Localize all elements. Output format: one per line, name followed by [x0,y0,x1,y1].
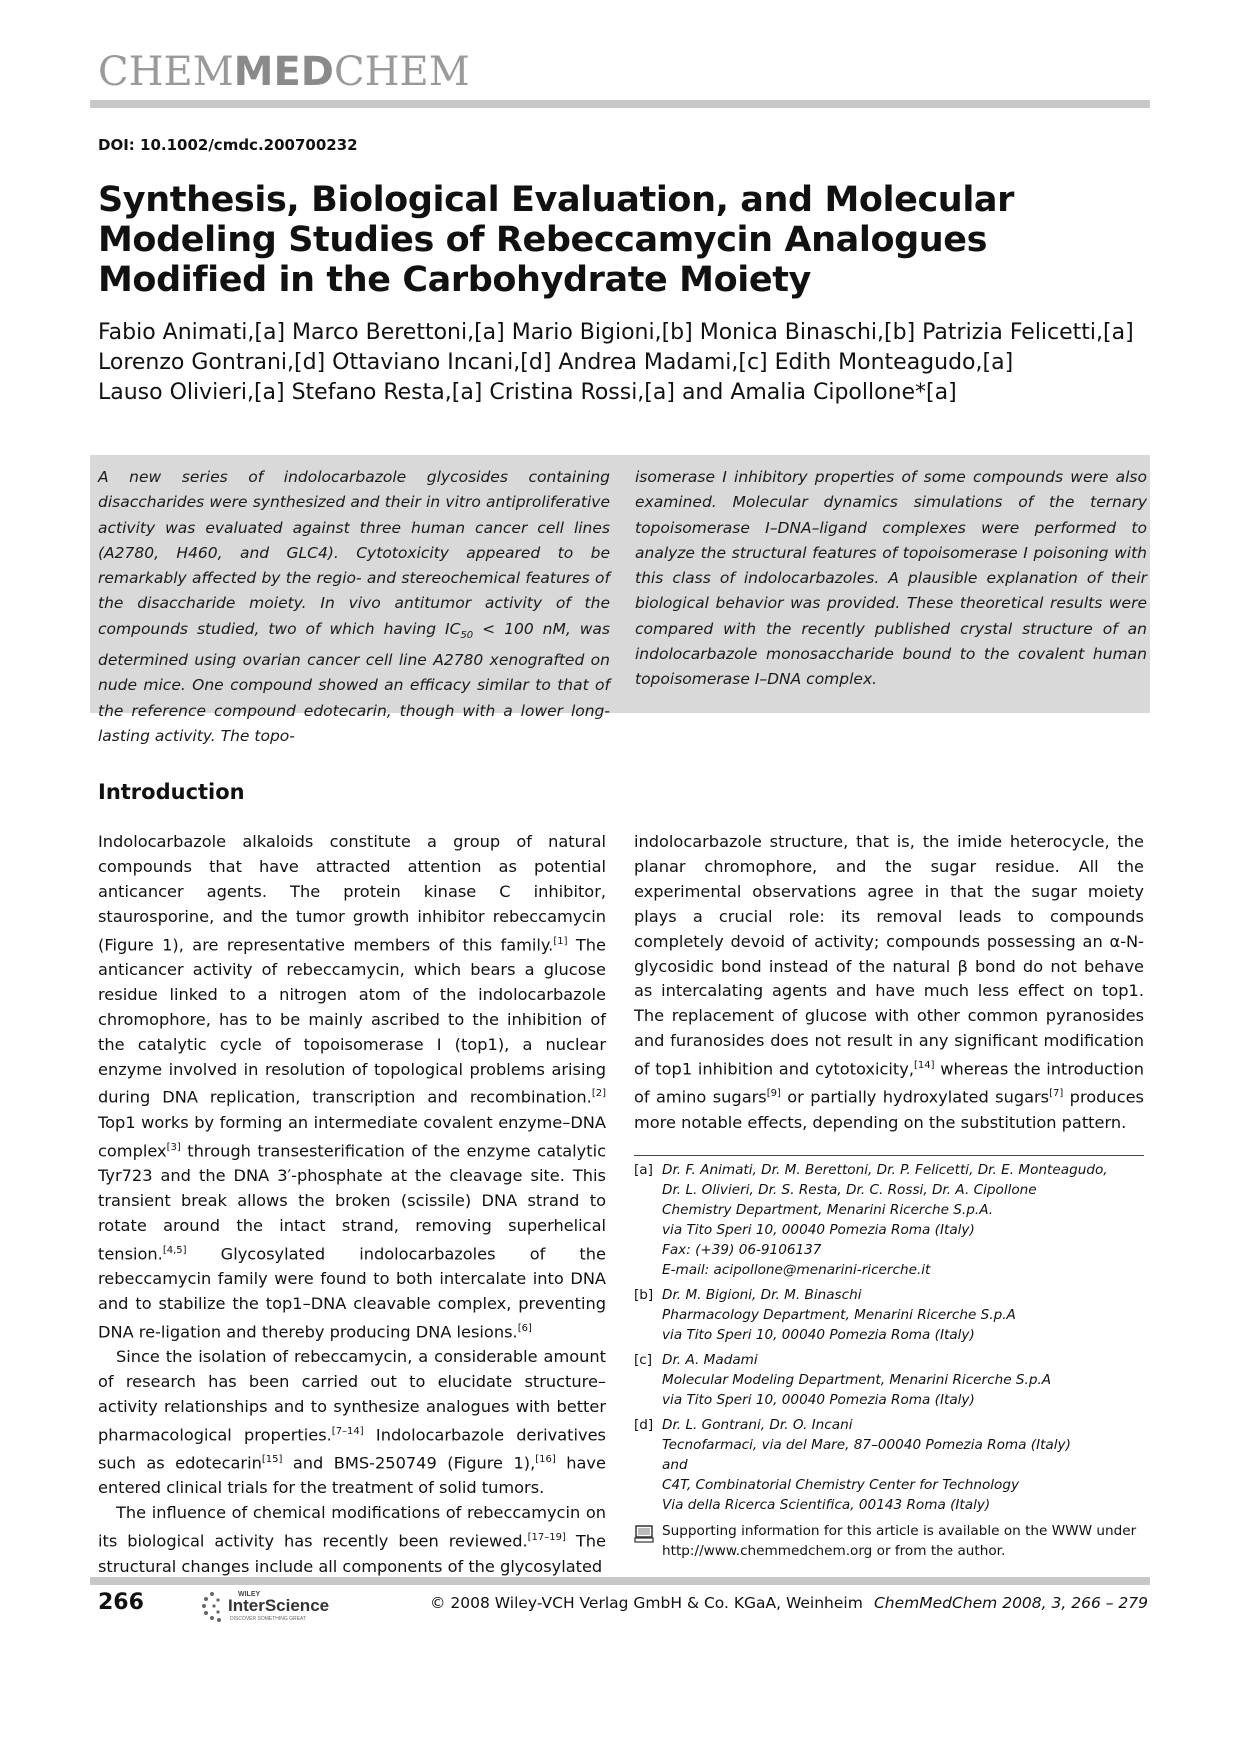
journal-citation: ChemMedChem 2008, 3, 266 – 279 [873,1594,1148,1612]
citation-ref: [14] [913,1060,935,1072]
citation-ref: [4,5] [162,1244,187,1256]
footer-rule [90,1577,1150,1585]
svg-text:InterScience: InterScience [228,1596,330,1615]
journal-name-part2: MED [233,49,334,95]
footnote-c: [c] Dr. A. Madami Molecular Modeling Department, Menarini Ricerche S.p.A via Tito Speri 10, 00040 Pomezia Roma (Italy) [634,1352,1052,1408]
paragraph: The influence of chemical modifications of rebeccamycin on its biological activity has recently been reviewed.[17–19] The structural changes include all components of the glycosylated [98,1503,606,1576]
citation-ref: [3] [166,1141,181,1153]
wiley-interscience-logo [200,1586,375,1624]
citation-ref: [1] [553,935,568,947]
author-line: Lauso Olivieri,[a] Stefano Resta,[a] Cristina Rossi,[a] and Amalia Cipollone*[a] [98,380,957,405]
citation-ref: [9] [766,1088,781,1100]
footnote-d: [d] Dr. L. Gontrani, Dr. O. Incani Tecnofarmaci, via del Mare, 87–00040 Pomezia Roma (Italy) and C4T, Combinatorial Chemistry Center for Technology Via della Ricerca Scientifica, 00143 Roma (Italy) [634,1417,1071,1513]
svg-text:WILEY: WILEY [238,1591,261,1598]
author-list [98,318,1148,408]
journal-masthead [98,49,470,95]
email-link[interactable]: E-mail: acipollone@menarini-ricerche.it [662,1262,931,1278]
paragraph: Since the isolation of rebeccamycin, a considerable amount of research has been carried out to elucidate structure–activity relationships and to synthesize analogues with better pharmacological properties.[7–14] Indolocarbazole derivatives such as edotecarin[15] and BMS-250749 (Figure 1),[16] have entered clinical trials for the treatment of solid tumors. [98,1347,606,1498]
supporting-info-text: Supporting information for this article is available on the WWW under http://www.chemmedchem.org or from the author. [662,1523,1137,1559]
citation-ref: [17–19] [527,1532,566,1544]
footnote-rule [634,1155,1144,1156]
journal-name-part3: CHEM [334,49,470,95]
article-title: Synthesis, Biological Evaluation, and Molecular Modeling Studies of Rebeccamycin Analogues Modified in the Carbohydrate Moiety [98,180,1014,300]
citation-ref: [7–14] [331,1425,364,1437]
citation-ref: [15] [261,1454,283,1466]
journal-name-part1: CHEM [98,49,234,95]
footnote-a: [a] Dr. F. Animati, Dr. M. Berettoni, Dr. P. Felicetti, Dr. E. Monteagudo, Dr. L. Olivieri, Dr. S. Resta, Dr. C. Rossi, Dr. A. Cipollone Chemistry Department, Menarini Ricerche S.p.A. via Tito Speri 10, 00040 Pomezia Roma (Italy) Fax: (+39) 06-9106137 E-mail: acipollone@menarini-ricerche.it [634,1160,1149,1280]
doi: DOI: 10.1002/cmdc.200700232 [98,136,358,154]
citation-ref: [2] [591,1088,606,1100]
body-right-column [634,830,1144,1136]
page-number: 266 [98,1590,144,1615]
copyright: © 2008 Wiley-VCH Verlag GmbH & Co. KGaA, Weinheim [430,1594,863,1612]
author-line: Fabio Animati,[a] Marco Berettoni,[a] Mario Bigioni,[b] Monica Binaschi,[b] Patrizia Felicetti,[a] [98,320,1134,345]
body-left-column [98,830,606,1579]
computer-icon [634,1524,654,1544]
paragraph: indolocarbazole structure, that is, the imide heterocycle, the planar chromophore, and the sugar residue. All the experimental observations agree in that the sugar moiety plays a crucial role: its removal leads to compounds completely devoid of activity; compounds possessing an α-N-glycosidic bond instead of the natural β bond do not behave as intercalating agents and have much less effect on top1. The replacement of glucose with other common pyranosides and furanosides does not result in any significant modification of top1 inhibition and cytotoxicity,[14] whereas the introduction of amino sugars[9] or partially hydroxylated sugars[7] produces more notable effects, depending on the substitution pattern. [634,832,1144,1132]
citation-ref: [6] [517,1322,532,1334]
author-line: Lorenzo Gontrani,[d] Ottaviano Incani,[d] Andrea Madami,[c] Edith Monteagudo,[a] [98,350,1014,375]
citation-ref: [7] [1049,1088,1064,1100]
abstract-right-column: isomerase I inhibitory properties of some compounds were also examined. Molecular dynamics simulations of the ternary topoisomerase I–DNA–ligand complexes were performed to analyze the structural features of topoisomerase I poisoning with this class of indolocarbazoles. A plausible explanation of their biological behavior was provided. These theoretical results were compared with the recently published crystal structure of an indolocarbazole monosaccharide bound to the covalent human topoisomerase I–DNA complex. [635,468,1147,689]
header-rule [90,100,1150,108]
svg-text:DISCOVER SOMETHING GREAT: DISCOVER SOMETHING GREAT [230,1616,307,1622]
section-heading: Introduction [98,780,245,804]
supporting-info-note [634,1521,1149,1561]
abstract-box [90,455,1150,746]
citation-ref: [16] [535,1454,556,1466]
paragraph: Indolocarbazole alkaloids constitute a group of natural compounds that have attracted attention as potential anticancer agents. The protein kinase C inhibitor, staurosporine, and the tumor growth inhibitor rebeccamycin (Figure 1), are representative members of this family.[1] The anticancer activity of rebeccamycin, which bears a glucose residue linked to a nitrogen atom of the indolocarbazole chromophore, has to be mainly ascribed to the inhibition of the catalytic cycle of topoisomerase I (top1), a nuclear enzyme involved in resolution of topological problems arising during DNA replication, transcription and recombination.[2] Top1 works by forming an intermediate covalent enzyme–DNA complex[3] through transesterification of the enzyme catalytic Tyr723 and the DNA 3′-phosphate at the cleavage site. This transient break allows the broken (scissile) DNA strand to rotate around the intact strand, removing superhelical tension.[4,5] Glycosylated indolocarbazoles of the rebeccamycin family were found to both intercalate into DNA and to stabilize the top1–DNA cleavable complex, preventing DNA re-ligation and thereby producing DNA lesions.[6] [98,832,606,1342]
abstract-left-column: A new series of indolocarbazole glycosides containing disaccharides were synthesized and their in vitro antiproliferative activity was evaluated against three human cancer cell lines (A2780, H460, and GLC4). Cytotoxicity appeared to be remarkably affected by the regio- and stereochemical features of the disaccharide moiety. In vivo antitumor activity of the compounds studied, two of which having $IC_{50} < 100$ nM, was determined using ovarian cancer cell line A2780 xenografted on nude mice. One compound showed an efficacy similar to that of the reference compound edotecarin, though with a lower long-lasting activity. The topo- [98,468,611,746]
affiliation-footnotes [634,1160,1149,1561]
footnote-b: [b] Dr. M. Bigioni, Dr. M. Binaschi Pharmacology Department, Menarini Ricerche S.p.A via Tito Speri 10, 00040 Pomezia Roma (Italy) [634,1287,1016,1343]
